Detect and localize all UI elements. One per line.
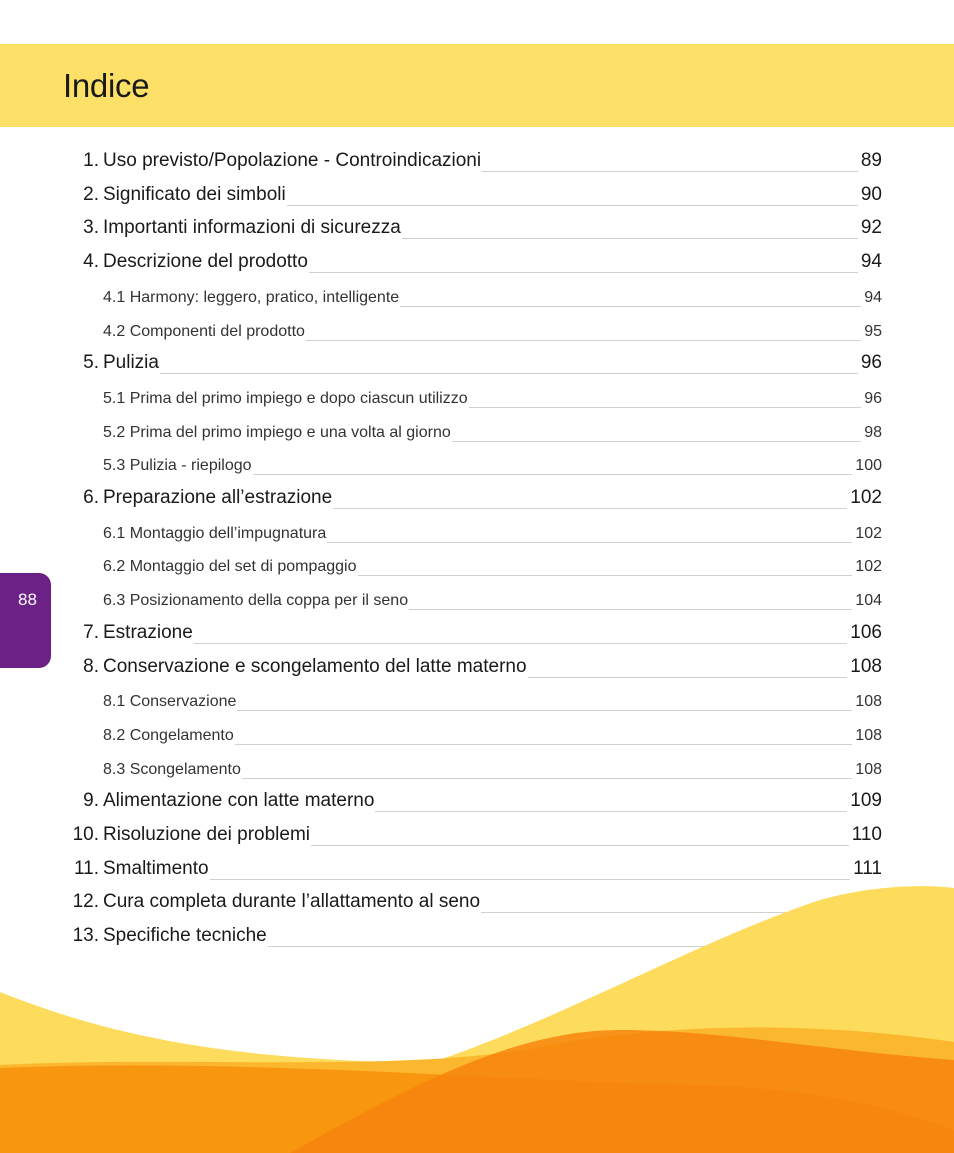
toc-entry[interactable] bbox=[0, 616, 954, 650]
toc-leader-line bbox=[402, 238, 858, 239]
toc-entry-title: Estrazione bbox=[103, 621, 193, 643]
toc-entry-page: 102 bbox=[850, 487, 882, 508]
toc-entry-page: 104 bbox=[855, 592, 882, 610]
toc-entry-title: Importanti informazioni di sicurezza bbox=[103, 217, 401, 239]
toc-entry-page: 94 bbox=[860, 251, 882, 273]
toc-entry[interactable] bbox=[0, 245, 954, 279]
toc-leader-line bbox=[358, 575, 853, 576]
toc-entry[interactable] bbox=[0, 178, 954, 212]
toc-entry-title: Uso previsto/Popolazione - Controindicazioni bbox=[103, 150, 482, 171]
toc-entry-title: 5.3 Pulizia - riepilogo bbox=[103, 457, 252, 475]
toc-entry-number: 1. bbox=[83, 150, 99, 171]
toc-leader-line bbox=[242, 778, 852, 779]
toc-subentry[interactable] bbox=[0, 414, 954, 448]
toc-leader-line bbox=[160, 373, 858, 374]
toc-entry[interactable] bbox=[0, 144, 954, 178]
toc-entry-title: 5.1 Prima del primo impiego e dopo ciascun utilizzo bbox=[103, 389, 468, 407]
toc-entry-number: 13. bbox=[72, 925, 99, 947]
toc-entry[interactable] bbox=[0, 650, 954, 684]
toc-entry[interactable] bbox=[0, 346, 954, 380]
toc-leader-line bbox=[400, 306, 861, 307]
toc-entry-page: 108 bbox=[855, 693, 882, 711]
toc-entry-page: 106 bbox=[850, 621, 882, 643]
toc-leader-line bbox=[469, 407, 862, 408]
toc-entry-title: Cura completa durante l’allattamento al seno bbox=[103, 891, 481, 913]
toc-leader-line bbox=[452, 441, 861, 442]
toc-entry-number: 8. bbox=[83, 655, 99, 677]
toc-entry-page: 110 bbox=[851, 824, 882, 845]
toc-entry-page: 102 bbox=[855, 558, 882, 576]
toc-entry[interactable] bbox=[0, 818, 954, 852]
page-number: 88 bbox=[18, 590, 37, 609]
toc-subentry[interactable] bbox=[0, 515, 954, 549]
toc-entry-page: 98 bbox=[864, 423, 882, 441]
toc-entry-title: 8.2 Congelamento bbox=[103, 726, 234, 744]
toc-leader-line bbox=[327, 542, 852, 543]
toc-entry-page: 102 bbox=[855, 524, 882, 542]
decorative-waves bbox=[0, 880, 954, 1153]
toc-entry-page: 100 bbox=[855, 457, 882, 475]
toc-entry-title: 6.3 Posizionamento della coppa per il seno bbox=[103, 592, 409, 610]
toc-leader-line bbox=[287, 205, 858, 206]
toc-entry[interactable] bbox=[0, 481, 954, 515]
toc-entry-page: 95 bbox=[864, 322, 882, 340]
toc-entry-title: Pulizia bbox=[103, 352, 159, 374]
toc-entry-page: 108 bbox=[855, 726, 882, 744]
toc-entry-title: 8.3 Scongelamento bbox=[103, 760, 241, 778]
toc-leader-line bbox=[306, 340, 861, 341]
toc-entry-number: 10. bbox=[72, 824, 99, 845]
toc-entry-page: 96 bbox=[860, 352, 882, 374]
toc-entry-page: 92 bbox=[860, 217, 882, 239]
toc-entry-page: 109 bbox=[850, 790, 882, 812]
toc-entry-title: 5.2 Prima del primo impiego e una volta al giorno bbox=[103, 423, 451, 441]
toc-entry-title: 6.1 Montaggio dell’impugnatura bbox=[103, 524, 327, 542]
toc-leader-line bbox=[482, 171, 858, 172]
toc-entry-page: 108 bbox=[850, 655, 882, 677]
toc-leader-line bbox=[309, 272, 858, 273]
toc-leader-line bbox=[375, 811, 847, 812]
toc-entry-title: Smaltimento bbox=[103, 857, 209, 879]
toc-entry-number: 7. bbox=[83, 621, 99, 643]
toc-entry-title: Significato dei simboli bbox=[103, 183, 286, 205]
toc-entry-page: 96 bbox=[864, 389, 882, 407]
toc-entry-page: 94 bbox=[864, 288, 882, 306]
toc-entry-title: 4.1 Harmony: leggero, pratico, intelligente bbox=[103, 288, 400, 306]
toc-leader-line bbox=[194, 643, 848, 644]
toc-entry-title: 8.1 Conservazione bbox=[103, 693, 237, 711]
toc-entry-page: 89 bbox=[860, 150, 882, 171]
toc-entry-title: 6.2 Montaggio del set di pompaggio bbox=[103, 558, 357, 576]
toc-entry-number: 6. bbox=[83, 487, 99, 508]
toc-leader-line bbox=[409, 609, 852, 610]
toc-subentry[interactable] bbox=[0, 582, 954, 616]
toc-entry-number: 12. bbox=[72, 891, 99, 913]
toc-subentry[interactable] bbox=[0, 717, 954, 751]
toc-entry-page: 111 bbox=[853, 857, 882, 879]
toc-entry-title: Descrizione del prodotto bbox=[103, 251, 308, 273]
toc-leader-line bbox=[333, 508, 847, 509]
page-title: Indice bbox=[63, 67, 150, 104]
toc-leader-line bbox=[253, 474, 853, 475]
toc-entry-number: 5. bbox=[83, 352, 99, 374]
toc-entry-title: Preparazione all’estrazione bbox=[103, 487, 333, 508]
toc-entry-number: 2. bbox=[83, 183, 99, 205]
toc-leader-line bbox=[311, 845, 849, 846]
toc-subentry[interactable] bbox=[0, 380, 954, 414]
toc-entry-page: 90 bbox=[860, 183, 882, 205]
toc-entry-title: Conservazione e scongelamento del latte materno bbox=[103, 655, 527, 677]
toc-entry[interactable] bbox=[0, 784, 954, 818]
toc-subentry[interactable] bbox=[0, 751, 954, 785]
toc-subentry[interactable] bbox=[0, 447, 954, 481]
toc-entry-number: 3. bbox=[83, 217, 99, 239]
toc-leader-line bbox=[237, 710, 852, 711]
toc-entry-number: 9. bbox=[83, 790, 99, 812]
toc-subentry[interactable] bbox=[0, 548, 954, 582]
toc-subentry[interactable] bbox=[0, 683, 954, 717]
toc-entry-title: Risoluzione dei problemi bbox=[103, 824, 310, 845]
toc-entry[interactable] bbox=[0, 211, 954, 245]
toc-entry-number: 11. bbox=[73, 857, 99, 879]
toc-entry-number: 4. bbox=[83, 251, 99, 273]
toc-entry-title: Alimentazione con latte materno bbox=[103, 790, 375, 812]
toc-leader-line bbox=[528, 677, 848, 678]
toc-subentry[interactable] bbox=[0, 313, 954, 347]
toc-entry-title: Specifiche tecniche bbox=[103, 925, 267, 947]
toc-entry-page: 108 bbox=[855, 760, 882, 778]
toc-leader-line bbox=[235, 744, 853, 745]
toc-subentry[interactable] bbox=[0, 279, 954, 313]
toc-entry-title: 4.2 Componenti del prodotto bbox=[103, 322, 305, 340]
